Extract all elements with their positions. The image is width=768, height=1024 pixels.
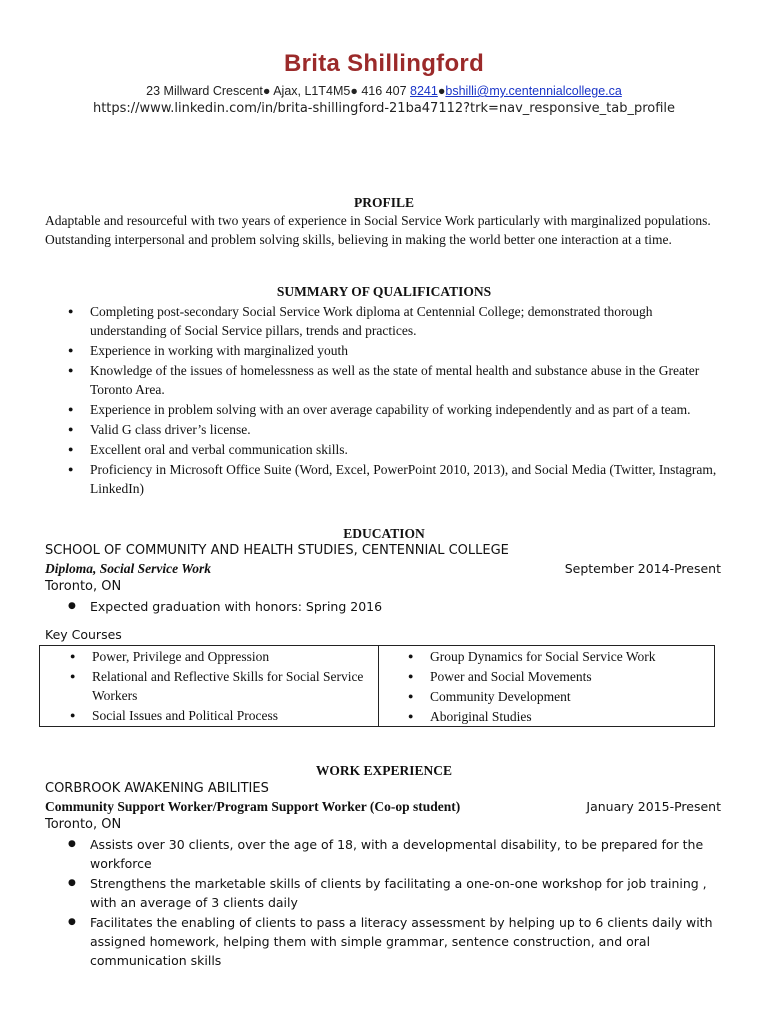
key-courses-table (39, 645, 715, 727)
education-heading: EDUCATION (343, 526, 425, 541)
list-item: ● Group Dynamics for Social Service Work (378, 647, 714, 666)
contact-line (0, 84, 768, 98)
program-title: Diploma, Social Service Work (45, 561, 211, 576)
list-item: ● Assists over 30 clients, over the age of 18, with a developmental disability, to be prepared for the workforce (45, 835, 730, 873)
work-list (45, 835, 730, 971)
list-item: ● Experience in problem solving with an over average capability of working independently and as part of a team. (45, 400, 730, 419)
work-heading: WORK EXPERIENCE (315, 763, 453, 778)
school-name: SCHOOL OF COMMUNITY AND HEALTH STUDIES, CENTENNIAL COLLEGE (45, 543, 509, 558)
list-item: ● Power, Privilege and Oppression (40, 647, 370, 666)
list-item: ● Valid G class driver’s license. (45, 420, 730, 439)
employer-location: Toronto, ON (45, 817, 122, 832)
linkedin-url: https://www.linkedin.com/in/brita-shillingford-21ba47112?trk=nav_responsive_tab_profile (92, 101, 676, 116)
list-item: ● Expected graduation with honors: Spring 2016 (45, 597, 730, 616)
list-item: ● Power and Social Movements (378, 667, 714, 686)
courses-right-list (378, 647, 714, 727)
key-courses-label: Key Courses (45, 627, 122, 642)
list-item: ● Completing post-secondary Social Service Work diploma at Centennial College; demonstrated thorough understanding of Social Service pillars, trends and practices. (45, 302, 730, 340)
phone-link[interactable]: 8241 (410, 84, 438, 98)
list-item: ● Facilitates the enabling of clients to pass a literacy assessment by helping up to 6 clients daily with assigned homework, helping them with simple grammar, sentence construction, and oral communication skills (45, 913, 730, 970)
courses-left-list (40, 647, 370, 726)
list-item: ● Experience in working with marginalized youth (45, 341, 730, 360)
candidate-name: Brita Shillingford (283, 50, 485, 77)
employer-name: CORBROOK AWAKENING ABILITIES (45, 781, 269, 796)
list-item: ● Relational and Reflective Skills for Social Service Workers (40, 667, 370, 705)
school-location: Toronto, ON (45, 579, 122, 594)
list-item: ● Aboriginal Studies (378, 707, 714, 726)
email-link[interactable]: bshilli@my.centennialcollege.ca (445, 84, 622, 98)
role-dates: January 2015-Present (586, 799, 721, 814)
list-item: ● Knowledge of the issues of homelessness as well as the state of mental health and substance abuse in the Greater Toronto Area. (45, 361, 730, 399)
profile-text: Adaptable and resourceful with two years of experience in Social Service Work particularly with marginalized populations. Outstanding interpersonal and problem solving skills, believing in making the world better one interaction at a time. (45, 213, 711, 247)
list-item: ● Strengthens the marketable skills of clients by facilitating a one-on-one workshop for job training , with an average of 3 clients daily (45, 874, 730, 912)
bullet-separator: ● (437, 84, 446, 98)
list-item: ● Social Issues and Political Process (40, 706, 370, 725)
address-text: 23 Millward Crescent● Ajax, L1T4M5● 416 407 (146, 84, 411, 98)
list-item: ● Proficiency in Microsoft Office Suite (Word, Excel, PowerPoint 2010, 2013), and Social Media (Twitter, Instagram, LinkedIn) (45, 460, 730, 498)
qualifications-list (45, 302, 730, 499)
profile-heading: PROFILE (353, 195, 414, 210)
role-title: Community Support Worker/Program Support Worker (Co-op student) (45, 799, 461, 814)
program-dates: September 2014-Present (564, 561, 721, 576)
list-item: ● Community Development (378, 687, 714, 706)
qualifications-heading: SUMMARY OF QUALIFICATIONS (276, 284, 492, 299)
education-list (45, 597, 730, 617)
list-item: ● Excellent oral and verbal communication skills. (45, 440, 730, 459)
